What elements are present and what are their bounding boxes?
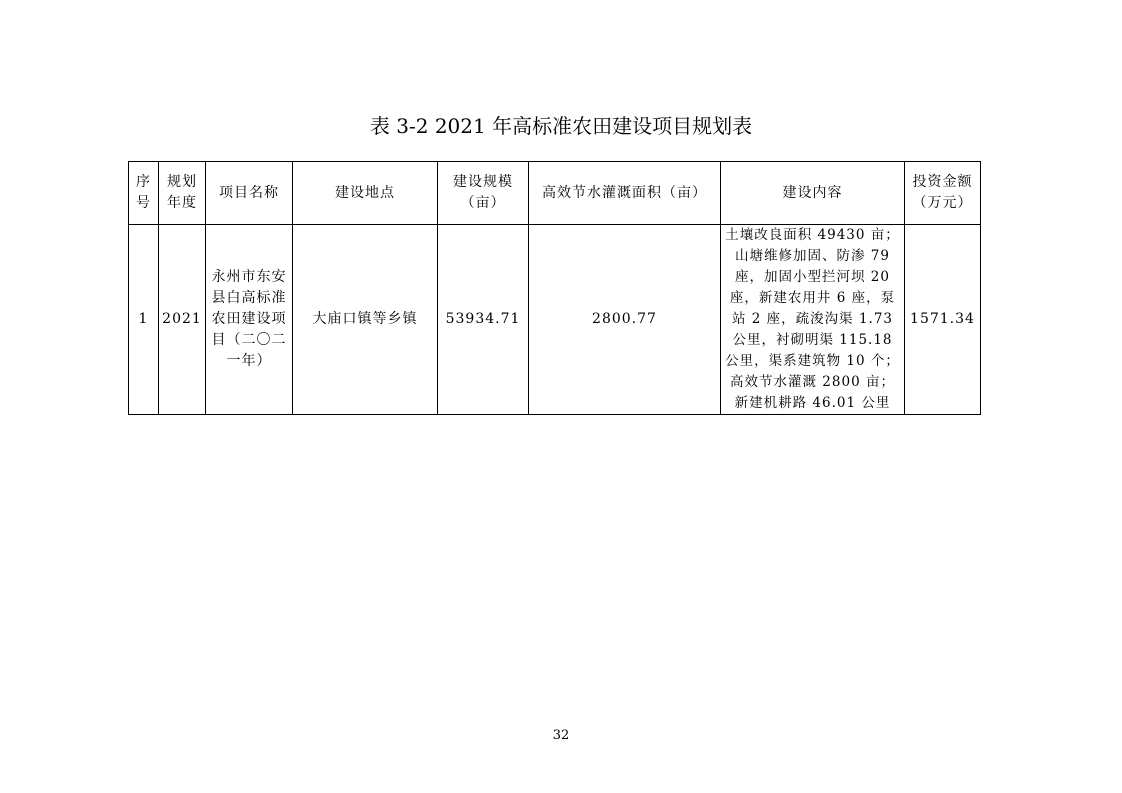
page-number: 32 [552,728,570,743]
header-content: 建设内容 [721,162,905,225]
cell-location: 大庙口镇等乡镇 [293,225,438,415]
header-year: 规划年度 [159,162,206,225]
cell-scale: 53934.71 [438,225,529,415]
table-row [129,225,981,415]
header-seq: 序号 [129,162,159,225]
project-plan-table [128,161,981,415]
header-scale: 建设规模（亩） [438,162,529,225]
cell-irrigation-area: 2800.77 [529,225,721,415]
cell-year: 2021 [159,225,206,415]
table-title: 表 3-2 2021 年高标准农田建设项目规划表 [369,114,753,138]
cell-seq: 1 [129,225,159,415]
header-project-name: 项目名称 [206,162,293,225]
cell-content: 土壤改良面积 49430 亩；山塘维修加固、防渗 79 座，加固小型拦河坝 20 座，新建农用井 6 座，泵站 2 座，疏浚沟渠 1.73 公里，衬砌明渠 115.18 公里，渠系建筑物 10 个；高效节水灌溉 2800 亩；新建机耕路 46.01 公里 [721,225,905,415]
cell-project-name: 永州市东安县白高标准农田建设项目（二〇二一年） [206,225,293,415]
header-location: 建设地点 [293,162,438,225]
table-header-row [129,162,981,225]
header-irrigation-area: 高效节水灌溉面积（亩） [529,162,721,225]
cell-investment: 1571.34 [905,225,981,415]
header-investment: 投资金额（万元） [905,162,981,225]
